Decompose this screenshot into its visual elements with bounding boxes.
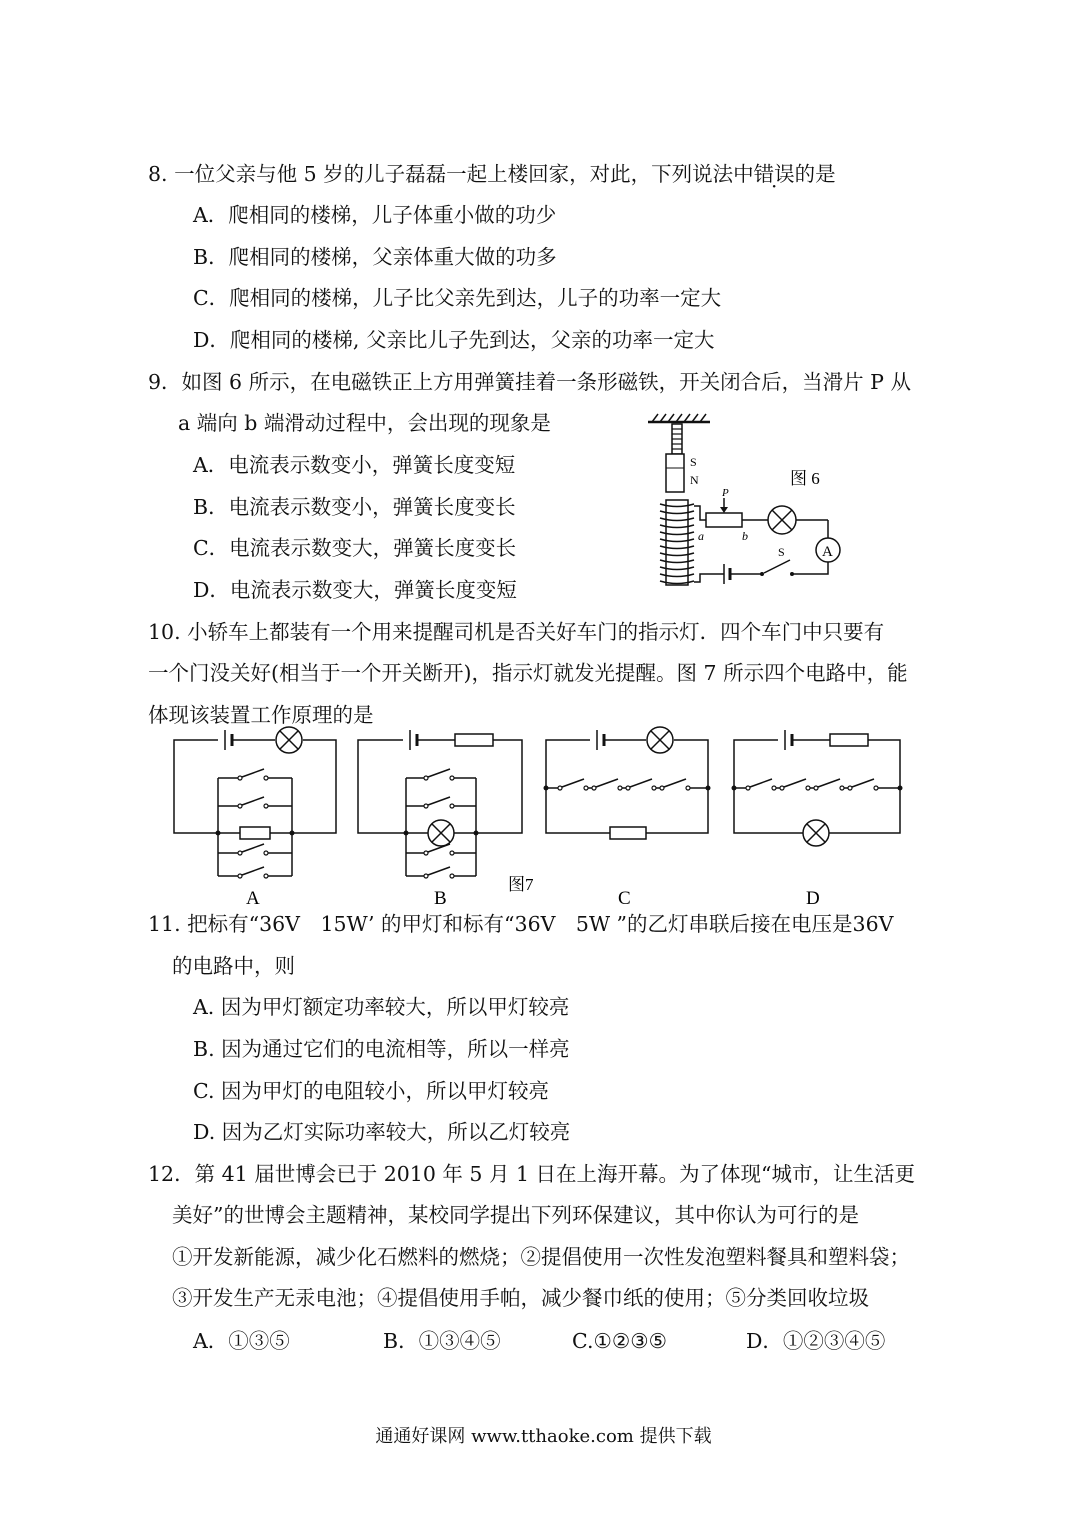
q9-option-c: C．电流表示数变大，弹簧长度变长 [193,536,517,560]
q9-option-d: D．电流表示数变大，弹簧长度变短 [193,578,517,602]
q10-stem-line3: 体现该装置工作原理的是 [148,703,374,727]
circuit-a [174,740,336,876]
terminal-a-label: a [698,529,704,543]
q9-option-b: B．电流表示数变小，弹簧长度变长 [193,495,516,519]
switch-label: S [778,545,785,559]
q11-option-a: A. 因为甲灯额定功率较大，所以甲灯较亮 [193,995,570,1019]
q12-option-a: A．①③⑤ [193,1329,290,1353]
q9-option-a: A．电流表示数变小，弹簧长度变短 [193,453,516,477]
slider-p-label: P [722,487,729,499]
q8-stem-suffix: 的是 [794,162,836,186]
switch [764,560,790,573]
q8-stem-prefix: 8. 一位父亲与他 5 岁的儿子磊磊一起上楼回家，对此，下列说法中 [148,162,754,186]
q12-option-c: C.①②③⑤ [572,1329,667,1353]
q12-stem-line3: ①开发新能源，减少化石燃料的燃烧；②提倡使用一次性发泡塑料餐具和塑料袋； [172,1245,910,1269]
q9-stem-line2: a 端向 b 端滑动过程中，会出现的现象是 [178,411,551,435]
circuit-c-label: C [618,888,631,909]
q12-stem-line2: 美好”的世博会主题精神，某校同学提出下列环保建议，其中你认为可行的是 [172,1203,859,1227]
q12-option-d: D．①②③④⑤ [746,1329,886,1353]
magnet-n-label: N [690,473,699,487]
circuit-b-label: B [434,888,447,909]
q9-stem-line1: 9．如图 6 所示，在电磁铁正上方用弹簧挂着一条形磁铁，开关闭合后，当滑片 P 从 [148,370,911,394]
q11-option-b: B. 因为通过它们的电流相等，所以一样亮 [193,1037,570,1061]
q8-option-a: A．爬相同的楼梯，儿子体重小做的功少 [193,203,557,227]
q12-option-b: B．①③④⑤ [383,1329,501,1353]
q11-option-c: C. 因为甲灯的电阻较小，所以甲灯较亮 [193,1079,549,1103]
q8-option-d: D．爬相同的楼梯, 父亲比儿子先到达，父亲的功率一定大 [193,328,715,352]
figure-6-caption: 图 6 [790,469,820,488]
q11-stem-line2: 的电路中，则 [172,954,295,978]
circuit-a-label: A [246,888,260,909]
q8-stem-emphasis: 错误 [753,162,795,186]
q8-option-b: B．爬相同的楼梯，父亲体重大做的功多 [193,245,557,269]
page-footer: 通通好课网 www.tthaoke.com 提供下载 [375,1426,712,1447]
q8-option-c: C．爬相同的楼梯，儿子比父亲先到达，儿子的功率一定大 [193,286,722,310]
q12-stem-line4: ③开发生产无汞电池；④提倡使用手帕，减少餐巾纸的使用；⑤分类回收垃圾 [172,1286,869,1310]
circuit-d-label: D [806,888,820,909]
figure-7-diagram [160,726,920,916]
figure-6-diagram [640,410,860,600]
q12-stem-line1: 12．第 41 届世博会已于 2010 年 5 月 1 日在上海开幕。为了体现“城市，让生活更 [148,1162,916,1186]
q8-stem [148,160,836,188]
rheostat [706,513,742,527]
figure-7-caption: 图7 [508,875,534,894]
q11-stem-line1: 11. 把标有“36V 15W’ 的甲灯和标有“36V 5W ”的乙灯串联后接在电压是36V [148,912,894,936]
terminal-b-label: b [742,529,748,543]
q10-stem-line2: 一个门没关好(相当于一个开关断开)，指示灯就发光提醒。图 7 所示四个电路中，能 [148,661,908,685]
circuit-b [358,740,522,876]
bar-magnet [666,454,684,492]
q11-option-d: D. 因为乙灯实际功率较大，所以乙灯较亮 [193,1120,571,1144]
q10-stem-line1: 10. 小轿车上都装有一个用来提醒司机是否关好车门的指示灯．四个车门中只要有 [148,620,885,644]
magnet-s-label: S [690,455,697,469]
ammeter-label: A [822,544,833,560]
